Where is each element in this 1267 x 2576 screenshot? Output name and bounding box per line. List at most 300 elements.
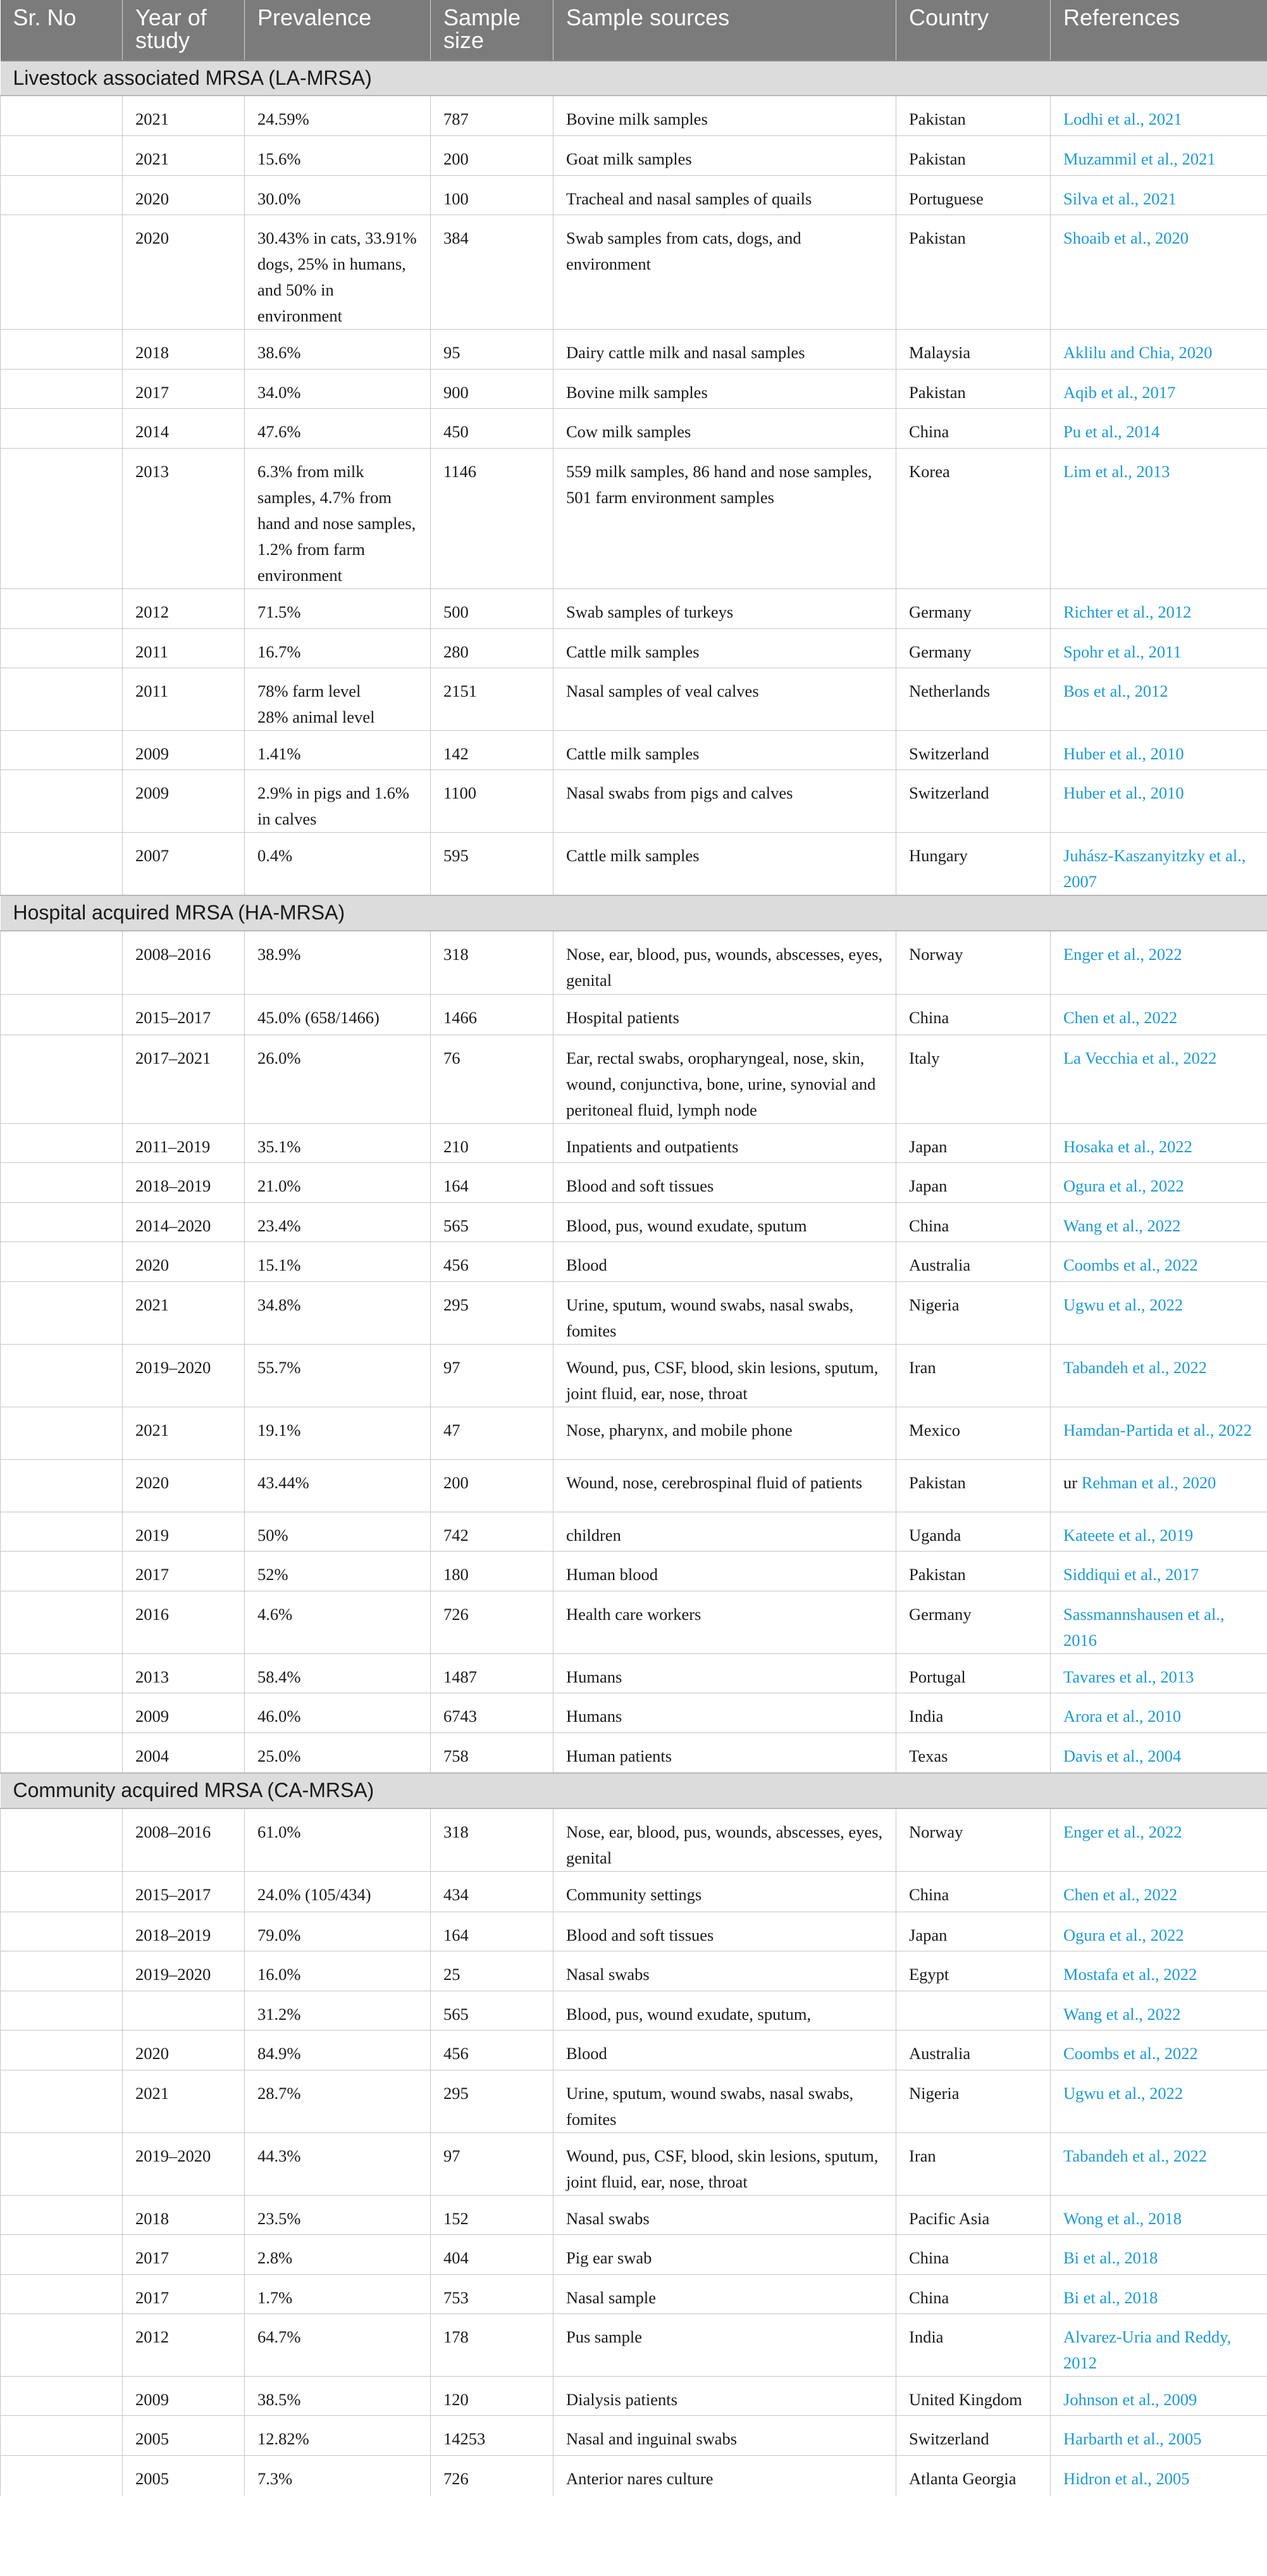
reference-text[interactable]: Pu et al., 2014 — [1063, 421, 1160, 441]
sample-sources-cell: Community settings — [553, 1872, 896, 1912]
reference-link[interactable] — [1051, 1991, 1267, 2031]
table-row — [1, 1872, 1267, 1912]
table-row — [1, 1951, 1267, 1991]
sample-sources-cell: Hospital patients — [553, 995, 896, 1035]
country-cell: Nigeria — [896, 2070, 1051, 2133]
reference-text[interactable]: Tavares et al., 2013 — [1063, 1667, 1194, 1686]
prevalence-cell: 45.0% (658/1466) — [245, 995, 431, 1035]
sr-no-cell — [1, 408, 123, 448]
sr-no-cell — [1, 628, 123, 668]
country-cell: Uganda — [896, 1512, 1051, 1552]
table-row — [1, 2416, 1267, 2456]
reference-text[interactable]: Hidron et al., 2005 — [1063, 2469, 1190, 2488]
reference-link[interactable] — [1051, 215, 1267, 329]
table-row — [1, 2275, 1267, 2314]
prevalence-cell: 35.1% — [245, 1124, 431, 1163]
reference-text[interactable]: Bos et al., 2012 — [1063, 681, 1168, 700]
sample-size-cell: 14253 — [431, 2416, 553, 2456]
table-row — [1, 1345, 1267, 1407]
reference-link[interactable] — [1051, 1951, 1267, 1991]
reference-text[interactable]: Chen et al., 2022 — [1063, 1008, 1178, 1027]
prevalence-cell: 55.7% — [245, 1345, 431, 1407]
country-cell: Switzerland — [896, 2416, 1051, 2456]
table-row — [1, 175, 1267, 215]
country-cell: Hungary — [896, 832, 1051, 895]
header-sample-sources: Sample sources — [553, 0, 896, 61]
sr-no-cell — [1, 2456, 123, 2496]
country-cell: China — [896, 408, 1051, 448]
year-cell: 2020 — [123, 2031, 245, 2070]
reference-link[interactable] — [1051, 2031, 1267, 2070]
table-row — [1, 1693, 1267, 1733]
country-cell: Pakistan — [896, 369, 1051, 408]
prevalence-cell: 12.82% — [245, 2416, 431, 2456]
year-cell: 2009 — [123, 730, 245, 769]
section-title: Hospital acquired MRSA (HA-MRSA) — [1, 895, 1267, 931]
sample-size-cell: 2151 — [431, 668, 553, 730]
sample-sources-cell: Nasal swabs from pigs and calves — [553, 769, 896, 832]
reference-link[interactable] — [1051, 329, 1267, 369]
sample-size-cell: 120 — [431, 2377, 553, 2416]
sample-size-cell: 164 — [431, 1912, 553, 1951]
sr-no-cell — [1, 175, 123, 215]
reference-text[interactable]: Hamdan-Partida et al., 2022 — [1063, 1421, 1252, 1440]
year-cell: 2021 — [123, 96, 245, 135]
prevalence-cell: 16.7% — [245, 628, 431, 668]
table-body — [1, 61, 1267, 2496]
prevalence-cell: 25.0% — [245, 1733, 431, 1773]
reference-text[interactable]: Wong et al., 2018 — [1063, 2209, 1182, 2228]
year-cell: 2017 — [123, 2235, 245, 2275]
header-year-of-study: Year of study — [123, 0, 245, 61]
reference-text[interactable]: Bi et al., 2018 — [1063, 2248, 1158, 2267]
country-cell: Japan — [896, 1163, 1051, 1203]
sample-sources-cell: Health care workers — [553, 1591, 896, 1654]
country-cell: Korea — [896, 448, 1051, 588]
prevalence-cell: 38.5% — [245, 2377, 431, 2416]
reference-link[interactable] — [1051, 2235, 1267, 2275]
sample-sources-cell: Cattle milk samples — [553, 628, 896, 668]
table-row — [1, 1912, 1267, 1951]
sample-sources-cell: Ear, rectal swabs, oropharyngeal, nose, skin, wound, conjunctiva, bone, urine, synovial and peritoneal fluid, lymph node — [553, 1035, 896, 1124]
reference-link[interactable] — [1051, 448, 1267, 588]
reference-text[interactable]: Shoaib et al., 2020 — [1063, 228, 1189, 247]
reference-text[interactable]: Arora et al., 2010 — [1063, 1707, 1182, 1726]
sample-size-cell: 164 — [431, 1163, 553, 1203]
sr-no-cell — [1, 329, 123, 369]
table-row — [1, 769, 1267, 832]
country-cell: Switzerland — [896, 769, 1051, 832]
sample-size-cell: 742 — [431, 1512, 553, 1552]
reference-text[interactable]: Lodhi et al., 2021 — [1063, 109, 1182, 128]
table-row — [1, 2031, 1267, 2070]
prevalence-cell: 1.41% — [245, 730, 431, 769]
table-row — [1, 1203, 1267, 1242]
country-cell: Pakistan — [896, 135, 1051, 175]
sample-sources-cell: Blood — [553, 2031, 896, 2070]
prevalence-cell: 15.1% — [245, 1242, 431, 1282]
reference-link[interactable] — [1051, 369, 1267, 408]
year-cell: 2007 — [123, 832, 245, 895]
prevalence-cell: 46.0% — [245, 1693, 431, 1733]
reference-link[interactable] — [1051, 175, 1267, 215]
country-cell: Germany — [896, 1591, 1051, 1654]
sr-no-cell — [1, 96, 123, 135]
reference-prefix: ur — [1063, 1473, 1082, 1492]
table-row — [1, 1991, 1267, 2031]
reference-text[interactable]: Wang et al., 2022 — [1063, 2005, 1181, 2024]
sample-size-cell: 295 — [431, 2070, 553, 2133]
table-row — [1, 448, 1267, 588]
prevalence-cell: 21.0% — [245, 1163, 431, 1203]
sample-size-cell: 152 — [431, 2196, 553, 2235]
sample-size-cell: 456 — [431, 1242, 553, 1282]
table-row — [1, 588, 1267, 628]
reference-text[interactable]: Siddiqui et al., 2017 — [1063, 1565, 1199, 1584]
sr-no-cell — [1, 2377, 123, 2416]
sample-sources-cell: Cow milk samples — [553, 408, 896, 448]
reference-link[interactable] — [1051, 2314, 1267, 2377]
reference-link[interactable] — [1051, 1163, 1267, 1203]
sr-no-cell — [1, 1163, 123, 1203]
sample-size-cell: 6743 — [431, 1693, 553, 1733]
reference-text[interactable]: Tabandeh et al., 2022 — [1063, 1358, 1207, 1377]
prevalence-cell: 30.43% in cats, 33.91% dogs, 25% in humans, and 50% in environment — [245, 215, 431, 329]
sample-size-cell: 97 — [431, 1345, 553, 1407]
sample-size-cell: 142 — [431, 730, 553, 769]
prevalence-cell: 6.3% from milk samples, 4.7% from hand and nose samples, 1.2% from farm environment — [245, 448, 431, 588]
sr-no-cell — [1, 730, 123, 769]
header-row — [1, 0, 1267, 61]
header-references: References — [1051, 0, 1267, 61]
reference-text[interactable]: Sassmannshausen et al., 2016 — [1063, 1605, 1225, 1650]
year-cell: 2016 — [123, 1591, 245, 1654]
sample-size-cell: 900 — [431, 369, 553, 408]
table-row — [1, 1808, 1267, 1872]
reference-link[interactable] — [1051, 1872, 1267, 1912]
reference-link[interactable] — [1051, 2377, 1267, 2416]
sample-sources-cell: Swab samples of turkeys — [553, 588, 896, 628]
reference-link[interactable] — [1051, 2456, 1267, 2496]
year-cell: 2015–2017 — [123, 995, 245, 1035]
prevalence-cell: 28.7% — [245, 2070, 431, 2133]
reference-link[interactable] — [1051, 1035, 1267, 1124]
sample-size-cell: 280 — [431, 628, 553, 668]
reference-link[interactable] — [1051, 1654, 1267, 1693]
sr-no-cell — [1, 2235, 123, 2275]
table-row — [1, 408, 1267, 448]
prevalence-cell: 44.3% — [245, 2133, 431, 2196]
sr-no-cell — [1, 2031, 123, 2070]
sample-sources-cell: Wound, pus, CSF, blood, skin lesions, sputum, joint fluid, ear, nose, throat — [553, 2133, 896, 2196]
sample-sources-cell: Nasal swabs — [553, 1951, 896, 1991]
reference-text[interactable]: Aklilu and Chia, 2020 — [1063, 342, 1213, 362]
sample-sources-cell: Blood, pus, wound exudate, sputum, — [553, 1991, 896, 2031]
country-cell: Malaysia — [896, 329, 1051, 369]
year-cell: 2019–2020 — [123, 2133, 245, 2196]
country-cell: Texas — [896, 1733, 1051, 1773]
country-cell: Pakistan — [896, 1460, 1051, 1512]
reference-link[interactable] — [1051, 1203, 1267, 1242]
reference-link[interactable] — [1051, 995, 1267, 1035]
sample-sources-cell: Dairy cattle milk and nasal samples — [553, 329, 896, 369]
table-row — [1, 1407, 1267, 1460]
sr-no-cell — [1, 931, 123, 995]
table-row — [1, 668, 1267, 730]
table-row — [1, 135, 1267, 175]
country-cell: China — [896, 1203, 1051, 1242]
sample-sources-cell: Human patients — [553, 1733, 896, 1773]
country-cell: Germany — [896, 588, 1051, 628]
reference-text[interactable]: Ogura et al., 2022 — [1063, 1926, 1184, 1944]
reference-text[interactable]: Huber et al., 2010 — [1063, 744, 1184, 763]
year-cell: 2018 — [123, 329, 245, 369]
sample-sources-cell: Nose, pharynx, and mobile phone — [553, 1407, 896, 1460]
sr-no-cell — [1, 1808, 123, 1872]
year-cell: 2018–2019 — [123, 1163, 245, 1203]
reference-link[interactable] — [1051, 628, 1267, 668]
table-row — [1, 1460, 1267, 1512]
sr-no-cell — [1, 448, 123, 588]
reference-link[interactable] — [1051, 1407, 1267, 1460]
sample-sources-cell: Nasal samples of veal calves — [553, 668, 896, 730]
year-cell — [123, 1991, 245, 2031]
sample-size-cell: 753 — [431, 2275, 553, 2314]
reference-link[interactable] — [1051, 1124, 1267, 1163]
reference-text[interactable]: Rehman et al., 2020 — [1081, 1473, 1216, 1492]
reference-text[interactable]: Tabandeh et al., 2022 — [1063, 2146, 1207, 2165]
reference-text[interactable]: Alvarez-Uria and Reddy, 2012 — [1063, 2327, 1232, 2372]
header-sr-no: Sr. No — [1, 0, 123, 61]
year-cell: 2005 — [123, 2456, 245, 2496]
reference-text[interactable]: Wang et al., 2022 — [1063, 1216, 1181, 1235]
reference-link[interactable] — [1051, 2070, 1267, 2133]
sample-sources-cell: Pig ear swab — [553, 2235, 896, 2275]
sample-sources-cell: Urine, sputum, wound swabs, nasal swabs, fomites — [553, 2070, 896, 2133]
table-row — [1, 329, 1267, 369]
reference-link[interactable] — [1051, 832, 1267, 895]
sr-no-cell — [1, 668, 123, 730]
reference-text[interactable]: Huber et al., 2010 — [1063, 783, 1184, 802]
reference-link[interactable] — [1051, 1512, 1267, 1552]
country-cell: Iran — [896, 2133, 1051, 2196]
table-row — [1, 1163, 1267, 1203]
reference-text[interactable]: Silva et al., 2021 — [1063, 189, 1177, 208]
year-cell: 2019–2020 — [123, 1951, 245, 1991]
table-row — [1, 832, 1267, 895]
reference-text[interactable]: Enger et al., 2022 — [1063, 944, 1182, 964]
table-row — [1, 730, 1267, 769]
prevalence-cell: 26.0% — [245, 1035, 431, 1124]
sample-sources-cell: Nasal sample — [553, 2275, 896, 2314]
country-cell: India — [896, 1693, 1051, 1733]
year-cell: 2008–2016 — [123, 931, 245, 995]
sample-size-cell: 97 — [431, 2133, 553, 2196]
reference-link[interactable] — [1051, 769, 1267, 832]
reference-text[interactable]: Hosaka et al., 2022 — [1063, 1137, 1192, 1156]
reference-link[interactable] — [1051, 1591, 1267, 1654]
year-cell: 2014 — [123, 408, 245, 448]
sr-no-cell — [1, 1460, 123, 1512]
year-cell: 2008–2016 — [123, 1808, 245, 1872]
sample-size-cell: 456 — [431, 2031, 553, 2070]
section-header-row — [1, 895, 1267, 931]
header-country: Country — [896, 0, 1051, 61]
sample-sources-cell: children — [553, 1512, 896, 1552]
sample-sources-cell: Goat milk samples — [553, 135, 896, 175]
reference-text[interactable]: Muzammil et al., 2021 — [1063, 149, 1216, 168]
reference-text[interactable]: Coombs et al., 2022 — [1063, 1255, 1198, 1274]
sr-no-cell — [1, 2416, 123, 2456]
sr-no-cell — [1, 1591, 123, 1654]
reference-text[interactable]: Ugwu et al., 2022 — [1063, 2084, 1184, 2103]
sample-sources-cell: Blood and soft tissues — [553, 1163, 896, 1203]
reference-link[interactable] — [1051, 2275, 1267, 2314]
prevalence-line: 28% animal level — [257, 707, 375, 726]
reference-link[interactable] — [1051, 1693, 1267, 1733]
reference-text[interactable]: La Vecchia et al., 2022 — [1063, 1048, 1217, 1067]
reference-link[interactable] — [1051, 2416, 1267, 2456]
reference-link[interactable] — [1051, 730, 1267, 769]
prevalence-cell: 58.4% — [245, 1654, 431, 1693]
country-cell: Netherlands — [896, 668, 1051, 730]
prevalence-cell: 43.44% — [245, 1460, 431, 1512]
reference-link[interactable] — [1051, 588, 1267, 628]
year-cell: 2009 — [123, 1693, 245, 1733]
reference-text[interactable]: Coombs et al., 2022 — [1063, 2044, 1198, 2063]
country-cell: Mexico — [896, 1407, 1051, 1460]
sample-size-cell: 726 — [431, 2456, 553, 2496]
prevalence-cell: 61.0% — [245, 1808, 431, 1872]
prevalence-cell: 38.6% — [245, 329, 431, 369]
prevalence-cell: 64.7% — [245, 2314, 431, 2377]
sample-size-cell: 200 — [431, 1460, 553, 1512]
reference-text[interactable]: Harbarth et al., 2005 — [1063, 2429, 1202, 2448]
sr-no-cell — [1, 1512, 123, 1552]
reference-text[interactable]: Aqib et al., 2017 — [1063, 382, 1176, 402]
table-row — [1, 1552, 1267, 1591]
reference-link[interactable] — [1051, 96, 1267, 135]
reference-text[interactable]: Davis et al., 2004 — [1063, 1746, 1182, 1765]
reference-link[interactable] — [1051, 1242, 1267, 1282]
reference-link[interactable] — [1051, 1282, 1267, 1345]
reference-text[interactable]: Spohr et al., 2011 — [1063, 642, 1182, 661]
year-cell: 2018 — [123, 2196, 245, 2235]
sample-size-cell: 434 — [431, 1872, 553, 1912]
year-cell: 2013 — [123, 1654, 245, 1693]
table-row — [1, 2314, 1267, 2377]
reference-text[interactable]: Chen et al., 2022 — [1063, 1885, 1178, 1904]
sample-size-cell: 758 — [431, 1733, 553, 1773]
country-cell: Egypt — [896, 1951, 1051, 1991]
country-cell: Germany — [896, 628, 1051, 668]
sr-no-cell — [1, 2196, 123, 2235]
reference-text[interactable]: Lim et al., 2013 — [1063, 461, 1170, 481]
sample-size-cell: 180 — [431, 1552, 553, 1591]
reference-text[interactable]: Richter et al., 2012 — [1063, 602, 1192, 621]
reference-link[interactable] — [1051, 1808, 1267, 1872]
prevalence-cell: 15.6% — [245, 135, 431, 175]
year-cell: 2019 — [123, 1512, 245, 1552]
prevalence-cell: 23.4% — [245, 1203, 431, 1242]
reference-text[interactable]: Ugwu et al., 2022 — [1063, 1295, 1184, 1314]
sample-sources-cell: Blood, pus, wound exudate, sputum — [553, 1203, 896, 1242]
prevalence-cell: 47.6% — [245, 408, 431, 448]
reference-link[interactable] — [1051, 408, 1267, 448]
reference-text[interactable]: Mostafa et al., 2022 — [1063, 1965, 1197, 1984]
reference-text[interactable]: Bi et al., 2018 — [1063, 2288, 1158, 2307]
country-cell: China — [896, 1872, 1051, 1912]
reference-text[interactable]: Ogura et al., 2022 — [1063, 1176, 1184, 1195]
table-row — [1, 931, 1267, 995]
table-row — [1, 2456, 1267, 2496]
sr-no-cell — [1, 135, 123, 175]
table-row — [1, 628, 1267, 668]
reference-link[interactable] — [1051, 1460, 1267, 1512]
reference-link[interactable] — [1051, 1912, 1267, 1951]
sample-size-cell: 565 — [431, 1203, 553, 1242]
sr-no-cell — [1, 1407, 123, 1460]
reference-link[interactable] — [1051, 668, 1267, 730]
sample-sources-cell: Tracheal and nasal samples of quails — [553, 175, 896, 215]
sr-no-cell — [1, 588, 123, 628]
reference-text[interactable]: Kateete et al., 2019 — [1063, 1526, 1194, 1545]
reference-link[interactable] — [1051, 1552, 1267, 1591]
reference-link[interactable] — [1051, 135, 1267, 175]
prevalence-cell: 2.8% — [245, 2235, 431, 2275]
year-cell: 2020 — [123, 1460, 245, 1512]
year-cell: 2021 — [123, 1407, 245, 1460]
reference-link[interactable] — [1051, 2133, 1267, 2196]
sr-no-cell — [1, 215, 123, 329]
country-cell: Pakistan — [896, 96, 1051, 135]
sample-sources-cell: Blood and soft tissues — [553, 1912, 896, 1951]
sr-no-cell — [1, 1242, 123, 1282]
year-cell: 2005 — [123, 2416, 245, 2456]
year-cell: 2015–2017 — [123, 1872, 245, 1912]
prevalence-line: 78% farm level — [257, 681, 361, 700]
reference-text[interactable]: Enger et al., 2022 — [1063, 1822, 1182, 1841]
reference-link[interactable] — [1051, 1733, 1267, 1773]
prevalence-cell: 71.5% — [245, 588, 431, 628]
prevalence-cell: 38.9% — [245, 931, 431, 995]
reference-link[interactable] — [1051, 931, 1267, 995]
reference-text[interactable]: Johnson et al., 2009 — [1063, 2390, 1197, 2409]
sample-size-cell: 76 — [431, 1035, 553, 1124]
reference-link[interactable] — [1051, 2196, 1267, 2235]
prevalence-cell: 23.5% — [245, 2196, 431, 2235]
sample-sources-cell: Human blood — [553, 1552, 896, 1591]
sr-no-cell — [1, 769, 123, 832]
reference-text[interactable]: Juhász-Kaszanyitzky et al., 2007 — [1063, 845, 1246, 891]
sample-size-cell: 404 — [431, 2235, 553, 2275]
sample-sources-cell: Cattle milk samples — [553, 832, 896, 895]
year-cell: 2017 — [123, 369, 245, 408]
sample-sources-cell: Nose, ear, blood, pus, wounds, abscesses, eyes, genital — [553, 931, 896, 995]
sample-sources-cell: Anterior nares culture — [553, 2456, 896, 2496]
year-cell: 2020 — [123, 215, 245, 329]
table-row — [1, 2196, 1267, 2235]
year-cell: 2017–2021 — [123, 1035, 245, 1124]
sr-no-cell — [1, 1282, 123, 1345]
sample-size-cell: 450 — [431, 408, 553, 448]
reference-link[interactable] — [1051, 1345, 1267, 1407]
country-cell: Portuguese — [896, 175, 1051, 215]
sample-sources-cell: Humans — [553, 1654, 896, 1693]
country-cell: Switzerland — [896, 730, 1051, 769]
year-cell: 2018–2019 — [123, 1912, 245, 1951]
sr-no-cell — [1, 1654, 123, 1693]
